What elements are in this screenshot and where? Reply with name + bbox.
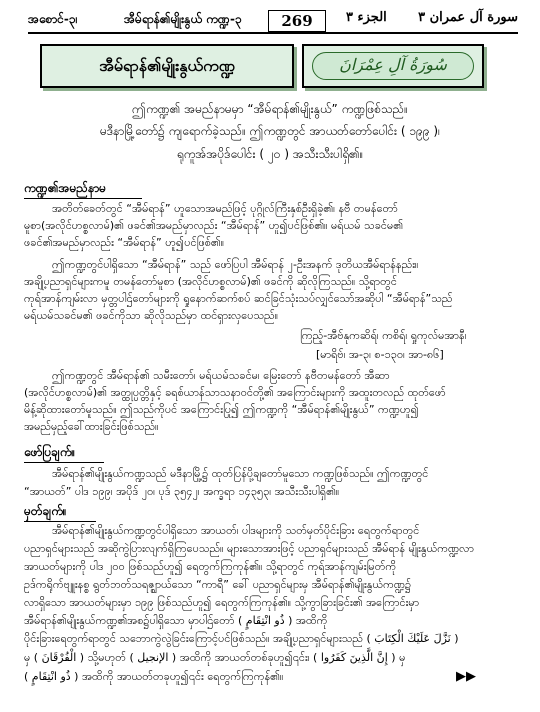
heading-underline: [24, 462, 104, 463]
body-line: ဖခင်၏အမည်မှာလည်း “အီမ်ရာန်” ဟူ၍ပင်ဖြစ်၏။: [24, 236, 225, 249]
section-heading-name: ကဏ္ဍ၏အမည်နာမ: [24, 181, 106, 195]
body-line: အီမ်ရာန်၏မျိုးနွယ်ကဏ္ဍသည် မဒီနာမြို့၌ ထုတ်ပြန်ပို့ချတော်မူသော ကဏ္ဍဖြစ်သည်။ ဤကဏ္ဍတွင်: [52, 467, 429, 480]
intro-line: မဒီနာမြို့တော်၌ ကျရောက်ခဲ့သည်။ ဤကဏ္ဍတွင် အာယတ်တော်ပေါင်း ( ၁၉၉ )၊: [99, 124, 441, 138]
intro-line: ရုကူအ်အပိုဒ်ပေါင်း ( ၂၀ ) အသီးသီးပါရှိ၏။: [176, 147, 364, 161]
chapter-title: အီမ်ရာန်၏မျိုးနွယ်ကဏ္ဍ: [99, 56, 235, 75]
body-line: အတိတ်ခေတ်တွင် “အီမ်ရာန်” ဟူသောအမည်ဖြင့် ပုဂ္ဂိုလ်ကြီးနှစ်ဦးရှိခဲ့၏၊ နဗီ တမန်တော်: [52, 202, 398, 215]
body-line: မှ ( الْفُرْقَانَ ) သို့မဟုတ် ( الإنجيل ) အထိကို အာယတ်တစ်ခုဟူ၍၎င်း၊ ( إِنَّ الَّذِينَ كَفَرُوا ) မှ: [24, 651, 406, 664]
body-line: ကုရ်အာန်ကျမ်းလာ မှတ္တပါဌ်တော်များကို ရှုနောက်ဆက်စပ် ဆင်ခြင်သုံးသပ်လျှင်သော်အဆိုပါ “အီမ်ရာန်”သည်: [24, 292, 453, 305]
volume-label: အစောင်-၃၊: [28, 12, 78, 26]
body-line: (အလိုင်ဟစ္စလာမ်)၏ အတ္ထုပ္ပတ္တိနှင့် ခရစ်ယာန်သာသနာဝင်တို့၏ အကြောင်းများကို အထူးတလည် ထုတ်ဖော်: [24, 386, 446, 399]
body-line: မရ်ယမ်သခင်မ၏ ဖခင်ကိုသာ ဆိုလိုသည်မှာ ထင်ရှားလှပေသည်။: [24, 309, 279, 322]
citation-line: ကြည့်-အီဗ်နုကဆိရ်၊ ကစိရ်၊ ရှုကုလ်မအာနီ၊: [300, 329, 467, 342]
body-line: ပိုင်းခြားရေတွက်ရာတွင် သဘောကွဲလွဲခြင်းကြောင့်ပင်ဖြစ်သည်။ အချို့ပညာရှင်များသည် ( نَزَّلَ عَلَيْكَ الْكِتَابَ ): [24, 632, 459, 645]
body-line: ပညာရှင်များသည် အဆိုကွဲပြားလျက်ရှိကြပေသည်။ များသောအားဖြင့် ပညာရှင်များသည် အီမ်ရာန် မျိုးနွယ်ကဏ္ဍလာ: [24, 542, 474, 555]
intro-line: ဤကဏ္ဍ၏ အမည်နာမမှာ “အီမ်ရာန်၏မျိုးနွယ်” ကဏ္ဍဖြစ်သည်။: [132, 102, 408, 116]
body-line: ( ذُو انْتِقَامٍ ) အထိကို အာယတ်တခုဟူ၍၎င်း ရေတွက်ကြကုန်၏။: [24, 670, 284, 683]
running-header: [28, 8, 518, 34]
body-line: ဤကဏ္ဍတွင် အီမ်ရာန်၏ သမီးတော်၊ မရ်ယမ်သခင်မ၊ မြေးတော် နဗီတမန်တော် အီဆာ: [52, 369, 390, 382]
section-heading-note: မှတ်ချက်။: [24, 504, 67, 518]
citation-reference: [မာရိဗ်၊ အ-၃၊ စ-၁၃၀၊ အာ-၈၆]: [316, 348, 444, 361]
heading-underline: [24, 198, 142, 199]
body-line: ဥဒ်ကရိုက်ဗျူးနစ္စ ရွတ်ဘတ်သရဇ္ဈာယ်သော “ကာရီ” ခေါ် ပညာရှင်များမှ အီမ်ရာန်၏မျိုးနွယ်ကဏ္ဍ၌: [24, 578, 412, 591]
arabic-juz-label: الجزء ٣: [346, 10, 387, 25]
body-line: အာယတ်များကို ပါဒ ၂၀၀ ဖြစ်သည်ဟူ၍ ရေတွက်ကြကုန်၏။ သို့ရာတွင် ကုရ်အာန်ကျမ်းမြတ်ကို: [24, 560, 397, 573]
arabic-title-banner: [302, 44, 484, 88]
body-line: အချို့ပညာရှင်များကမူ တမန်တော်မူစာ (အလိုင်ဟစ္စလာမ်)၏ ဖခင်ကို ဆိုလိုကြသည်။ သို့ရာတွင်: [24, 275, 397, 288]
page-number: 269: [268, 10, 326, 32]
body-line: လာရှိသော အာယတ်များမှာ ၁၉၉ ဖြစ်သည်ဟူ၍ ရေတွက်ကြကုန်၏။ သို့ကွာခြားခြင်း၏ အကြောင်းမှာ: [24, 596, 420, 609]
arabic-surah-label: سورة آل عمران ٣: [418, 10, 518, 25]
header-chapter-title: အီမ်ရာန်၏မျိုးနွယ် ကဏ္ဍ-၃: [124, 12, 242, 26]
body-line: အမည်မှည့်ခေါ်ထားခြင်းဖြစ်သည်။: [24, 420, 159, 433]
body-line: “အာယတ်” ပါဒ ၁၉၉၊ အပိုဒ် ၂၀၊ ပုဒ် ၃၅၄၂၊ အက္ခရာ ၁၄၃၅၃၊ အသီးသီးပါရှိ၏။: [24, 485, 340, 498]
arabic-chapter-title: سُورَةُ آلِ عِمْرَانَ: [312, 52, 474, 80]
body-line: အီမ်ရာန်၏မျိုးနွယ်ကဏ္ဍတွင်ပါရှိသော အာယတ်၊ ပါဒများကို သတ်မှတ်ပိုင်းခြား ရေတွက်ရာတွင်: [52, 524, 420, 537]
body-line: မူစာ(အလိုင်ဟစ္စလာမ်)၏ ဖခင်၏အမည်မှာလည်း “အီမ်ရာန်” ဟူ၍ပင်ဖြစ်၏။ မရ်ယမ် သခင်မ၏: [24, 219, 404, 232]
chapter-title-banner: [40, 44, 294, 88]
section-heading-revelation: ဖော်ပြချက်။: [24, 445, 76, 459]
body-line: မိန့်ဆိုထားတော်မူသည်။ ဤသည်ကိုပင် အကြောင်းပြု၍ ဤကဏ္ဍကို “အီမ်ရာန်၏မျိုးနွယ်” ကဏ္ဍဟူ၍: [24, 403, 419, 416]
continue-arrows: ▶▶: [456, 669, 476, 684]
body-line: ဤကဏ္ဍတွင်ပါရှိသော “အီမ်ရာန်” သည် ဖော်ပြပါ အီမ်ရာန် ၂-ဦးအနက် ဒုတိယအီမ်ရာန်နည်း။: [52, 258, 419, 271]
body-line: အီမ်ရာန်၏မျိုးနွယ်ကဏ္ဍ၏အစ၌ပါရှိသော မှာပါဌ်တော် ( ذُو انْتِقَامٍ ) အထိကို: [24, 614, 328, 627]
